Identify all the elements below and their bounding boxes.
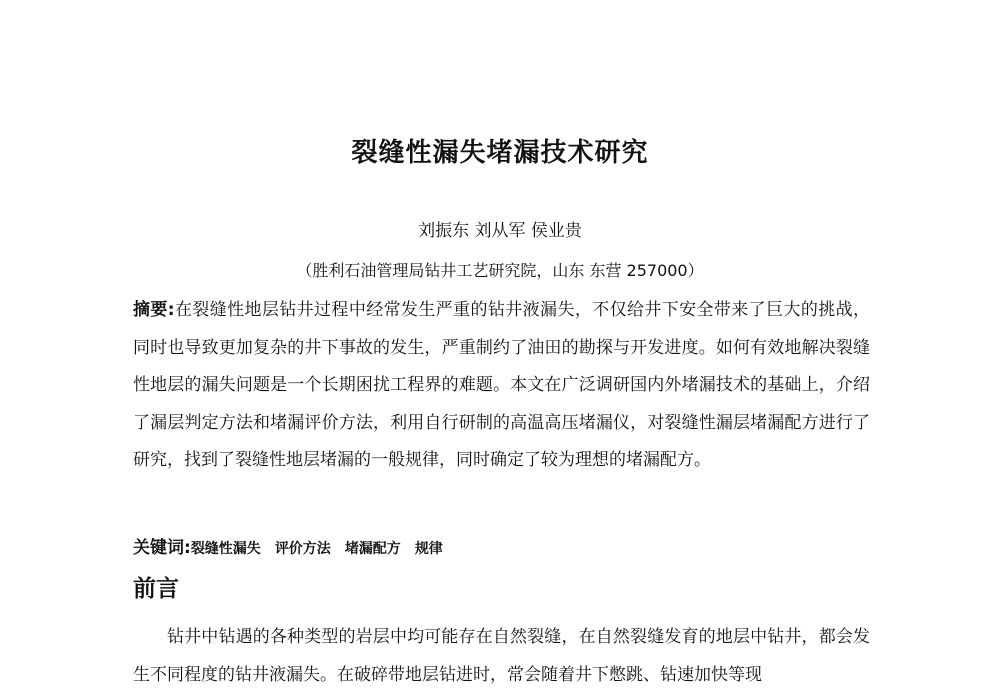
keywords-label: 关键词: xyxy=(133,538,191,558)
author-affiliation: （胜利石油管理局钻井工艺研究院，山东 东营 257000） xyxy=(296,261,704,280)
keyword: 裂缝性漏失 xyxy=(190,541,261,557)
author-list: 刘振东 刘从军 侯业贵 xyxy=(418,221,582,241)
keywords xyxy=(133,533,870,558)
introduction-paragraph: 钻井中钻遇的各种类型的岩层中均可能存在自然裂缝，在自然裂缝发育的地层中钻井，都会发生不同程度的钻井液漏失。在破碎带地层钻进时，常会随着井下憋跳、钻速加快等现 xyxy=(133,627,870,685)
abstract-label: 摘要: xyxy=(133,300,175,320)
keyword: 堵漏配方 xyxy=(344,541,401,557)
keyword: 评价方法 xyxy=(274,541,331,557)
keyword: 规律 xyxy=(414,541,443,557)
paper-title: 裂缝性漏失堵漏技术研究 xyxy=(351,138,649,168)
abstract-text: 在裂缝性地层钻井过程中经常发生严重的钻井液漏失，不仅给井下安全带来了巨大的挑战，同时也导致更加复杂的井下事故的发生，严重制约了油田的勘探与开发进度。如何有效地解决裂缝性地层的漏失问题是一个长期困扰工程界的难题。本文在广泛调研国内外堵漏技术的基础上，介绍了漏层判定方法和堵漏评价方法，利用自行研制的高温高压堵漏仪，对裂缝性漏层堵漏配方进行了研究，找到了裂缝性地层堵漏的一般规律，同时确定了较为理想的堵漏配方。 xyxy=(133,300,870,471)
section-heading-introduction: 前言 xyxy=(133,576,179,602)
abstract xyxy=(133,292,870,480)
